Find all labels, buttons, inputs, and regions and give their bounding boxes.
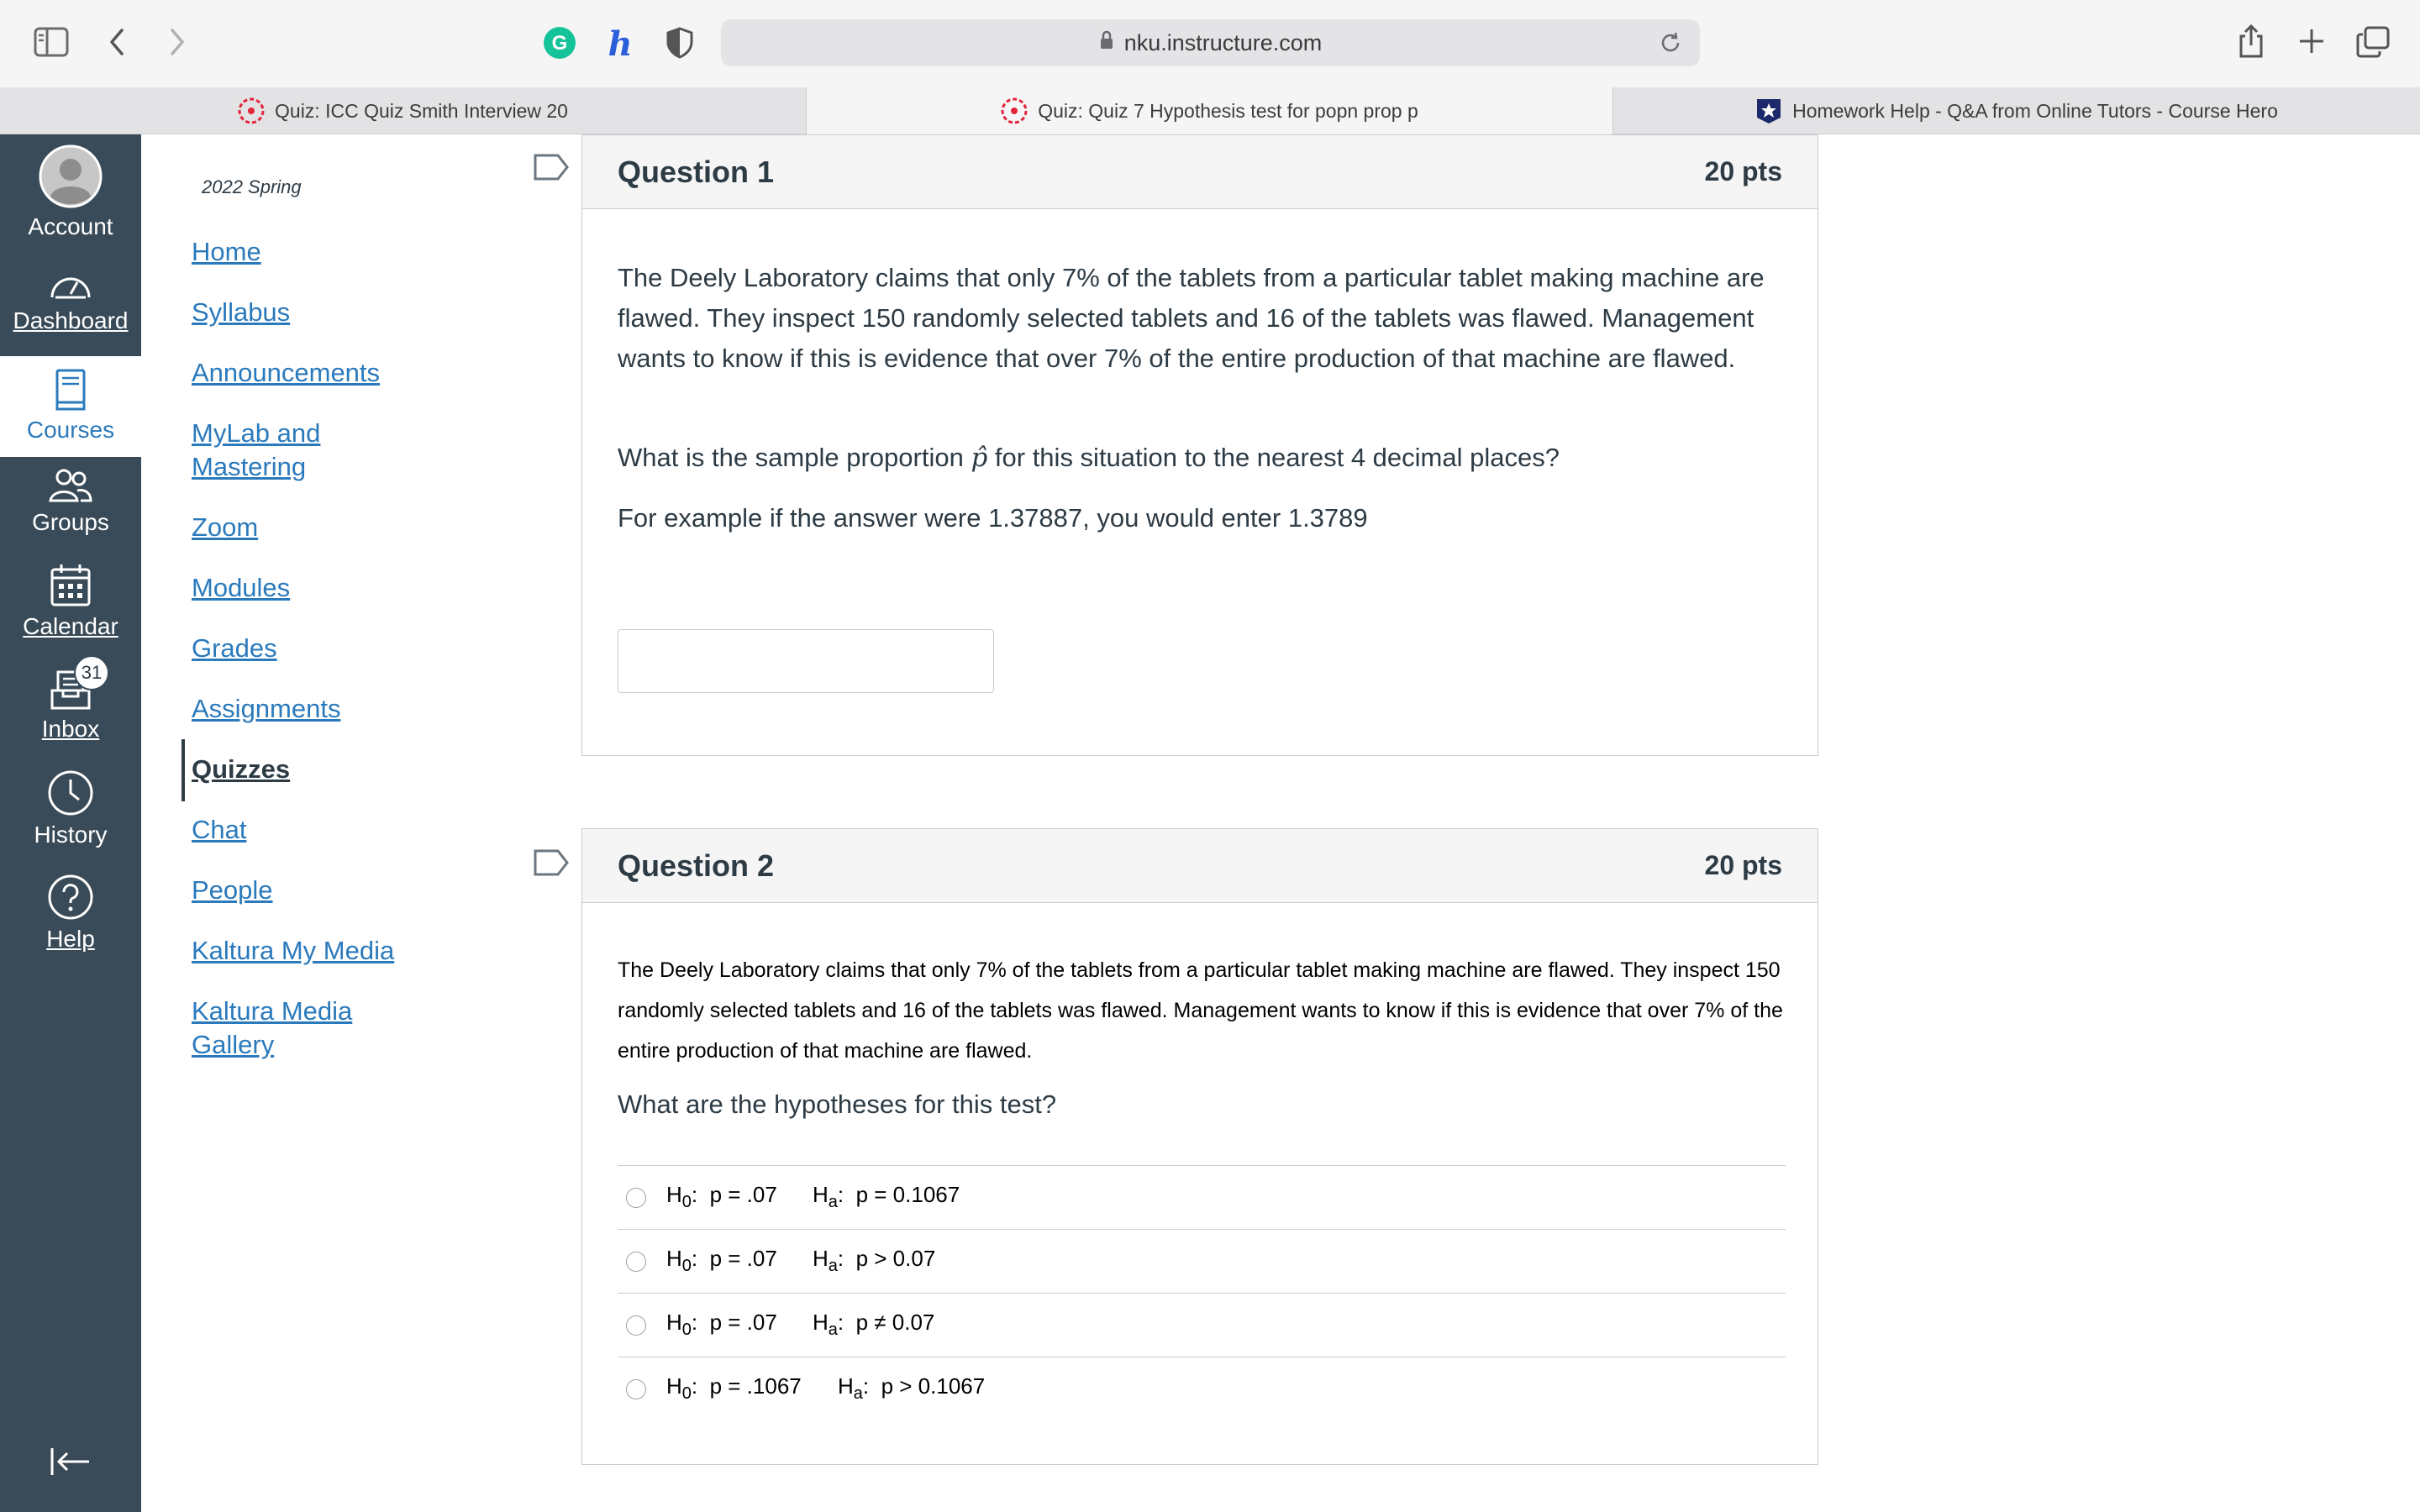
nav-calendar[interactable] <box>0 563 141 640</box>
null-hypothesis: $H_0$: p = .07 <box>666 1310 777 1340</box>
alt-hypothesis: $H_a$: p ≠ 0.07 <box>813 1310 935 1340</box>
active-nav-indicator <box>182 739 185 801</box>
course-nav-kaltura-my-media[interactable]: Kaltura My Media <box>192 936 395 965</box>
alt-hypothesis: $H_a$: p = 0.1067 <box>813 1182 960 1212</box>
nav-inbox[interactable] <box>0 669 141 743</box>
question-2-title: Question 2 <box>618 848 775 883</box>
nav-help-label: Help <box>46 926 95 952</box>
course-nav-assignments[interactable]: Assignments <box>192 694 341 723</box>
question-1-points: 20 pts <box>1704 156 1782 186</box>
answer-option[interactable] <box>618 1165 1786 1229</box>
course-nav-chat[interactable]: Chat <box>192 815 247 844</box>
question-2 <box>581 828 1818 1465</box>
tab-icc-quiz[interactable] <box>0 87 807 134</box>
radio-button[interactable] <box>626 1315 646 1336</box>
course-nav-zoom[interactable]: Zoom <box>192 512 259 542</box>
share-icon[interactable] <box>2237 24 2265 59</box>
svg-text:G: G <box>551 32 568 55</box>
nav-account-label: Account <box>28 213 113 239</box>
answer-option[interactable] <box>618 1357 1786 1420</box>
inbox-unread-badge: 31 <box>74 655 109 690</box>
collapse-nav-icon[interactable] <box>0 1445 141 1478</box>
alt-hypothesis: $H_a$: p > 0.07 <box>813 1246 936 1276</box>
course-hero-favicon-icon <box>1755 97 1782 124</box>
nav-courses-label: Courses <box>26 417 115 443</box>
flag-question-2-icon[interactable] <box>533 848 570 881</box>
alt-hypothesis: $H_a$: p > 0.1067 <box>838 1373 986 1404</box>
question-1-text: The Deely Laboratory claims that only 7% of the tablets from a particular tablet making machine are flawed. They inspect 150 randomly selected tablets and 16 of the tablets was flawed. Management wants to know if this is evidence that over 7% of the entire production of that machine are flawed. <box>618 263 1765 373</box>
course-nav-kaltura-media-gallery[interactable]: Kaltura Media Gallery <box>192 996 353 1059</box>
course-nav-people[interactable]: People <box>192 875 273 905</box>
honey-extension-icon[interactable] <box>603 24 637 62</box>
global-navigation <box>0 134 141 1512</box>
lock-icon <box>1099 30 1114 56</box>
radio-button[interactable] <box>626 1252 646 1272</box>
term-label: 2022 Spring <box>202 176 302 197</box>
course-nav-quizzes[interactable]: Quizzes <box>192 754 291 784</box>
null-hypothesis: $H_0$: p = .07 <box>666 1182 777 1212</box>
sidebar-toggle-icon[interactable] <box>34 27 69 57</box>
address-bar[interactable] <box>721 19 1700 66</box>
tab-quiz-7[interactable] <box>807 87 1613 134</box>
nav-help[interactable] <box>0 874 141 953</box>
grammarly-extension-icon[interactable] <box>543 26 576 60</box>
nav-calendar-label: Calendar <box>23 613 118 639</box>
nav-inbox-label: Inbox <box>41 716 100 742</box>
course-nav-mylab[interactable]: MyLab and Mastering <box>192 418 321 481</box>
question-1-header <box>582 135 1818 209</box>
course-nav-home[interactable]: Home <box>192 237 261 266</box>
course-nav-modules[interactable]: Modules <box>192 573 291 602</box>
nav-dashboard-label: Dashboard <box>13 307 129 333</box>
flag-question-1-icon[interactable] <box>533 153 570 186</box>
question-2-body <box>582 903 1818 1464</box>
tab-overview-icon[interactable] <box>2356 26 2390 58</box>
tab-label: Quiz: ICC Quiz Smith Interview 20 <box>275 99 568 122</box>
forward-icon[interactable] <box>168 27 187 57</box>
nav-history-label: History <box>34 822 108 848</box>
course-nav-syllabus[interactable]: Syllabus <box>192 297 291 327</box>
question-1-prompt: What is the sample proportion p̂ for this situation to the nearest 4 decimal places? <box>618 443 1560 473</box>
back-icon[interactable] <box>108 27 126 57</box>
null-hypothesis: $H_0$: p = .1067 <box>666 1373 802 1404</box>
question-2-prompt: What are the hypotheses for this test? <box>618 1089 1057 1119</box>
question-1-example: For example if the answer were 1.37887, you would enter 1.3789 <box>618 503 1368 533</box>
tab-course-hero[interactable] <box>1613 87 2420 134</box>
tab-label: Quiz: Quiz 7 Hypothesis test for popn prop p <box>1038 99 1418 122</box>
tab-bar <box>0 87 2420 134</box>
course-nav-grades[interactable]: Grades <box>192 633 277 663</box>
nav-groups[interactable] <box>0 467 141 536</box>
radio-button[interactable] <box>626 1379 646 1399</box>
canvas-favicon-icon <box>1001 97 1028 124</box>
question-1 <box>581 134 1818 756</box>
p-hat-symbol: p̂ <box>971 443 988 473</box>
question-2-text: The Deely Laboratory claims that only 7% of the tablets from a particular tablet making machine are flawed. They inspect 150 randomly selected tablets and 16 of the tablets was flawed. Management wants to know if this is evidence that over 7% of the entire production of that machine are flawed. <box>618 958 1783 1063</box>
avatar-icon <box>39 144 103 208</box>
course-nav-announcements[interactable]: Announcements <box>192 358 381 387</box>
calendar-icon <box>50 563 92 608</box>
history-clock-icon <box>47 769 94 816</box>
question-1-answer-input[interactable] <box>618 629 994 693</box>
answer-option[interactable] <box>618 1293 1786 1357</box>
groups-icon <box>47 467 94 504</box>
browser-toolbar <box>0 0 2420 87</box>
nav-account[interactable] <box>0 144 141 240</box>
url-text: nku.instructure.com <box>1123 29 1323 55</box>
nav-history[interactable] <box>0 769 141 848</box>
tab-label: Homework Help - Q&A from Online Tutors - Course Hero <box>1792 99 2278 122</box>
null-hypothesis: $H_0$: p = .07 <box>666 1246 777 1276</box>
privacy-shield-icon[interactable] <box>666 27 694 59</box>
nav-dashboard[interactable] <box>0 269 141 334</box>
question-1-title: Question 1 <box>618 154 775 189</box>
question-1-body <box>582 209 1818 755</box>
reload-icon[interactable] <box>1658 30 1683 61</box>
new-tab-icon[interactable] <box>2297 27 2326 55</box>
dashboard-icon <box>47 269 94 302</box>
svg-text:h: h <box>608 24 633 62</box>
courses-book-icon <box>52 368 89 412</box>
question-2-header <box>582 829 1818 903</box>
canvas-favicon-icon <box>238 97 265 124</box>
nav-courses[interactable] <box>0 356 141 457</box>
nav-groups-label: Groups <box>32 509 109 535</box>
question-2-points: 20 pts <box>1704 850 1782 880</box>
radio-button[interactable] <box>626 1188 646 1208</box>
answer-option[interactable] <box>618 1229 1786 1293</box>
help-icon <box>47 874 94 921</box>
